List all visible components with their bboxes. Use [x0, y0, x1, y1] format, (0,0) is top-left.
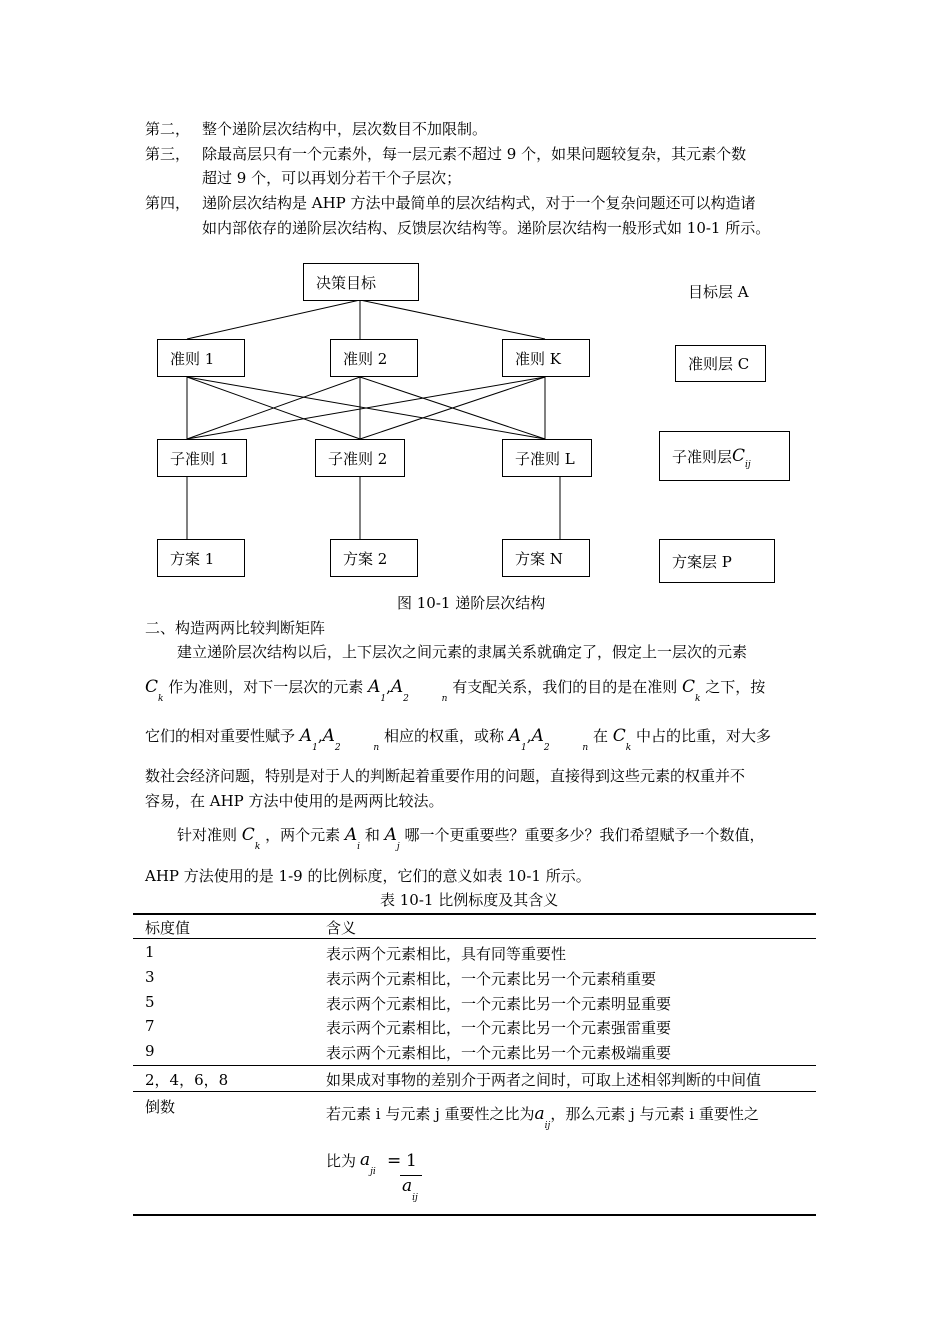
index-ij: ij: [412, 1193, 418, 1203]
intro-text: 整个递阶层次结构中，层次数目不加限制。: [202, 120, 488, 138]
fraction-numerator: 1: [406, 1151, 417, 1171]
text-fragment: 它们的相对重要性赋予: [145, 727, 296, 745]
intro-text: 除最高层只有一个元素外，每一层元素不超过 9 个，如果问题较复杂，其元素个数: [202, 145, 747, 163]
plan-box-1: 方案 1: [157, 539, 245, 577]
intro-text: 递阶层次结构是 AHP 方法中最简单的层次结构式，对于一个复杂问题还可以构造诸: [202, 194, 756, 212]
index-j: j: [396, 842, 400, 852]
table-cell-meaning: 表示两个元素相比，一个元素比另一个元素稍重要: [326, 970, 657, 988]
plan-box-2: 方案 2: [330, 539, 418, 577]
symbol-A: A: [390, 677, 404, 697]
goal-box: 决策目标: [303, 263, 419, 301]
table-row-rule: [133, 1065, 816, 1066]
text-fragment: 中占的比重，对大多: [636, 727, 772, 745]
symbol-C: C: [145, 677, 159, 697]
symbol-a: a: [534, 1104, 545, 1124]
index-2: 2: [403, 694, 409, 704]
intro-label: 第三，: [145, 145, 191, 163]
index-1: 1: [312, 743, 318, 753]
table-cell-meaning: 如果成对事物的差别介于两者之间时，可取上述相邻判断的中间值: [326, 1071, 762, 1089]
intro-text-cont: 超过 9 个，可以再划分若干个子层次；: [202, 169, 462, 187]
symbol-A: A: [531, 726, 544, 746]
plan-box-n: 方案 N: [502, 539, 590, 577]
symbol-a: a: [402, 1176, 413, 1196]
text-fragment: 有支配关系，我们的目的是在准则: [452, 678, 678, 696]
intro-label: 第四，: [145, 194, 191, 212]
index-ij: ij: [544, 1121, 551, 1131]
symbol-A: A: [368, 677, 381, 697]
table-cell-scale: 5: [145, 993, 155, 1011]
text-fragment: 和: [364, 826, 380, 844]
symbol-A: A: [384, 825, 397, 845]
text-fragment: ，两个元素: [265, 826, 341, 844]
index-2: 2: [543, 743, 550, 753]
layer-sub-symbol: C: [732, 446, 746, 466]
index-k: k: [158, 694, 164, 704]
symbol-C: C: [612, 726, 626, 746]
index-k: k: [625, 743, 632, 753]
table-row-rule: [133, 1091, 816, 1092]
symbol-A: A: [508, 726, 522, 746]
fraction-denominator: [402, 1176, 418, 1203]
layer-label-criteria: 准则层 C: [675, 345, 766, 382]
connector-goal-c1: [187, 300, 360, 339]
intro-text-cont: 如内部依存的递阶层次结构、反馈层次结构等。递阶层次结构一般形式如 10-1 所示。: [202, 219, 771, 237]
text-fragment: 相应的权重，或称: [383, 727, 504, 745]
text-fragment: 作为准则，对下一层次的元素: [168, 678, 364, 696]
index-ji: ji: [370, 1167, 376, 1177]
intro-label: 第二，: [145, 120, 191, 138]
index-k: k: [695, 694, 701, 704]
index-k: k: [254, 842, 261, 852]
layer-label-plan: 方案层 P: [659, 539, 775, 583]
figure-caption: 图 10-1 递阶层次结构: [397, 594, 546, 612]
symbol-a: a: [360, 1150, 371, 1170]
table-cell-scale: 7: [145, 1017, 155, 1035]
criterion-box-2: 准则 2: [330, 339, 418, 377]
text-fragment: 比为: [326, 1152, 357, 1170]
text-fragment: 若元素 i 与元素 j 重要性之比为: [326, 1105, 535, 1123]
paragraph-1-line-1: 建立递阶层次结构以后，上下层次之间元素的隶属关系就确定了，假定上一层次的元素: [177, 643, 748, 661]
paragraph-1-line-5: 容易，在 AHP 方法中使用的是两两比较法。: [145, 792, 444, 810]
paragraph-1-line-4: 数社会经济问题，特别是对于人的判断起着重要作用的问题，直接得到这些元素的权重并不: [145, 767, 746, 785]
index-1: 1: [521, 743, 527, 753]
index-n: n: [373, 743, 380, 753]
index-n: n: [582, 743, 589, 753]
section-heading: 二、构造两两比较判断矩阵: [145, 619, 326, 637]
table-cell-meaning: 表示两个元素相比，一个元素比另一个元素明显重要: [326, 995, 672, 1013]
table-bottom-rule: [133, 1214, 816, 1216]
text-fragment: ，那么元素 j 与元素 i 重要性之: [550, 1105, 759, 1123]
reciprocal-formula: [360, 1150, 376, 1177]
table-cell-meaning: 表示两个元素相比，一个元素比另一个元素极端重要: [326, 1044, 672, 1062]
symbol-A: A: [344, 825, 358, 845]
reciprocal-line-2: [326, 1150, 356, 1171]
text-fragment: 之下，按: [705, 678, 766, 696]
layer-label-sub: [659, 431, 790, 481]
table-cell-scale: 9: [145, 1042, 155, 1060]
subcriterion-box-2: 子准则 2: [315, 439, 405, 477]
table-header-meaning: 含义: [326, 919, 357, 937]
layer-label-goal: 目标层 A: [688, 283, 749, 301]
criterion-box-k: 准则 K: [502, 339, 590, 377]
table-cell-meaning: 表示两个元素相比，一个元素比另一个元素强雷重要: [326, 1019, 672, 1037]
text-fragment: 在: [592, 727, 608, 745]
hierarchy-connectors: [0, 0, 950, 620]
table-cell-scale: 2，4，6，8: [145, 1071, 229, 1089]
table-caption: 表 10-1 比例标度及其含义: [380, 891, 559, 909]
table-cell-meaning: 表示两个元素相比，具有同等重要性: [326, 945, 567, 963]
text-fragment: 哪一个更重要些？重要多少？我们希望赋予一个数值，: [404, 826, 765, 844]
comma: ,: [317, 727, 323, 745]
reciprocal-line-1: [326, 1103, 759, 1131]
table-cell-scale: 1: [145, 943, 155, 961]
comma: ,: [386, 678, 391, 696]
connector-goal-ck: [360, 300, 545, 339]
text-fragment: 针对准则: [177, 826, 238, 844]
index-i: i: [357, 842, 361, 852]
paragraph-1-line-3: [145, 725, 772, 753]
equals-sign: =: [387, 1151, 402, 1171]
index-n: n: [441, 694, 448, 704]
table-header-rule: [133, 938, 816, 939]
table-cell-scale: 3: [145, 968, 155, 986]
layer-sub-index: ij: [745, 460, 751, 470]
criterion-box-1: 准则 1: [157, 339, 245, 377]
index-1: 1: [380, 694, 387, 704]
table-header-scale: 标度值: [145, 919, 191, 937]
paragraph-2-line-2: AHP 方法使用的是 1-9 的比例标度，它们的意义如表 10-1 所示。: [145, 867, 591, 885]
table-cell-scale: 倒数: [145, 1098, 176, 1116]
paragraph-1-line-2: [145, 676, 766, 704]
paragraph-2-line-1: [177, 824, 765, 852]
subcriterion-box-l: 子准则 L: [502, 439, 592, 477]
symbol-C: C: [241, 825, 255, 845]
index-2: 2: [334, 743, 341, 753]
subcriterion-box-1: 子准则 1: [157, 439, 247, 477]
layer-sub-text: 子准则层: [672, 447, 733, 466]
symbol-A: A: [322, 726, 335, 746]
symbol-C: C: [682, 677, 696, 697]
comma: ,: [526, 727, 532, 745]
table-top-rule: [133, 913, 816, 915]
symbol-A: A: [299, 726, 313, 746]
